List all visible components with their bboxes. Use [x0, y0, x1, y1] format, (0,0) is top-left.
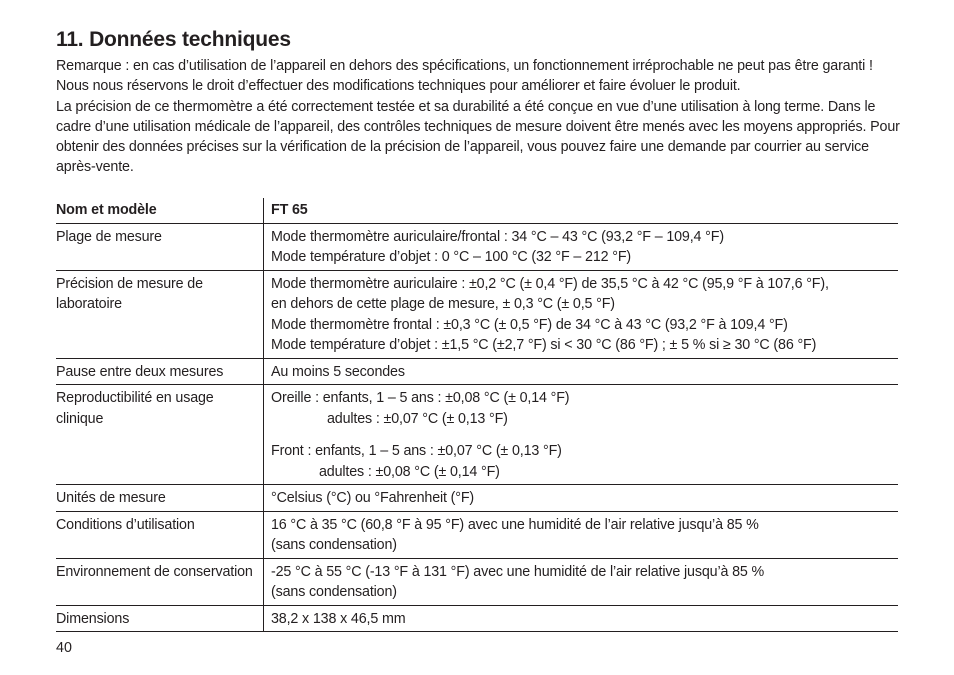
value-line: Mode thermomètre auriculaire/frontal : 34 °C – 43 °C (93,2 °F – 109,4 °F): [271, 228, 724, 245]
specifications-table: [56, 198, 898, 632]
value-line: (sans condensation): [271, 537, 397, 553]
intro-paragraph: Remarque : en cas d’utilisation de l’appareil en dehors des spécifications, un fonctionnement irréprochable ne peut pas être garanti ! Nous nous réservons le droit d’effectuer des modifications techniques pour améliorer et faire évoluer le produit.: [56, 58, 873, 95]
value-line: Au moins 5 secondes: [271, 363, 405, 380]
table-row: [56, 385, 898, 485]
value-line: Mode thermomètre frontal : ±0,3 °C (± 0,5 °F) de 34 °C à 43 °C (93,2 °F à 109,4 °F): [271, 316, 788, 333]
row-label: Environnement de conservation: [56, 558, 264, 605]
value-line: (sans condensation): [271, 584, 397, 600]
row-value: [264, 385, 899, 485]
value-line: Mode thermomètre auriculaire : ±0,2 °C (± 0,4 °F) de 35,5 °C à 42 °C (95,9 °F à 107,6 °F),: [271, 275, 829, 292]
row-label: Reproductibilité en usage clinique: [56, 385, 264, 485]
table-row: [56, 358, 898, 385]
value-line: adultes : ±0,07 °C (± 0,13 °F): [327, 410, 508, 427]
value-line: Mode température d’objet : ±1,5 °C (±2,7 °F) si < 30 °C (86 °F) ; ± 5 % si ≥ 30 °C (86 °F): [271, 337, 817, 353]
table-row: [56, 558, 898, 605]
intro-paragraph: La précision de ce thermomètre a été correctement testée et sa durabilité a été conçue en vue d’une utilisation à long terme. Dans le cadre d’une utilisation médicale de l’appareil, des contrôles techniques de mesure doivent être menés avec les moyens appropriés. Pour obtenir des données précises sur la vérification de la précision de l’appareil, vous pouvez faire une demande par courrier au service après-vente.: [56, 98, 900, 176]
row-value: [264, 223, 899, 270]
page-number: 40: [56, 640, 72, 656]
value-line: en dehors de cette plage de mesure, ± 0,3 °C (± 0,5 °F): [271, 296, 615, 312]
table-row: [56, 485, 898, 512]
table-row: [56, 270, 898, 358]
value-line: Oreille : enfants, 1 – 5 ans : ±0,08 °C (± 0,14 °F): [271, 390, 570, 406]
value-line: -25 °C à 55 °C (-13 °F à 131 °F) avec une humidité de l’air relative jusqu’à 85 %: [271, 563, 765, 580]
value-line: Mode température d’objet : 0 °C – 100 °C (32 °F – 212 °F): [271, 249, 632, 265]
value-line: 16 °C à 35 °C (60,8 °F à 95 °F) avec une humidité de l’air relative jusqu’à 85 %: [271, 516, 759, 533]
value-line: °Celsius (°C) ou °Fahrenheit (°F): [271, 490, 475, 506]
value-line: Front : enfants, 1 – 5 ans : ±0,07 °C (± 0,13 °F): [271, 443, 562, 459]
row-value: [264, 358, 899, 385]
row-value: [264, 485, 899, 512]
table-row: [56, 605, 898, 632]
table-header-row: [56, 198, 898, 223]
value-line: adultes : ±0,08 °C (± 0,14 °F): [319, 463, 500, 480]
row-value: [264, 605, 899, 632]
row-label: Plage de mesure: [56, 223, 264, 270]
section-heading: 11. Données techniques: [56, 28, 291, 51]
row-label: Conditions d’utilisation: [56, 511, 264, 558]
row-label: Dimensions: [56, 605, 264, 632]
value-line: 38,2 x 138 x 46,5 mm: [271, 610, 406, 627]
header-value: FT 65: [264, 198, 899, 223]
table-row: [56, 223, 898, 270]
line-gap: [271, 429, 898, 441]
row-label: Précision de mesure de laboratoire: [56, 270, 264, 358]
row-label: Pause entre deux mesures: [56, 358, 264, 385]
header-label: Nom et modèle: [56, 202, 157, 218]
row-value: [264, 511, 899, 558]
row-value: [264, 270, 899, 358]
intro-text: [56, 56, 906, 178]
row-value: [264, 558, 899, 605]
table-row: [56, 511, 898, 558]
row-label: Unités de mesure: [56, 485, 264, 512]
